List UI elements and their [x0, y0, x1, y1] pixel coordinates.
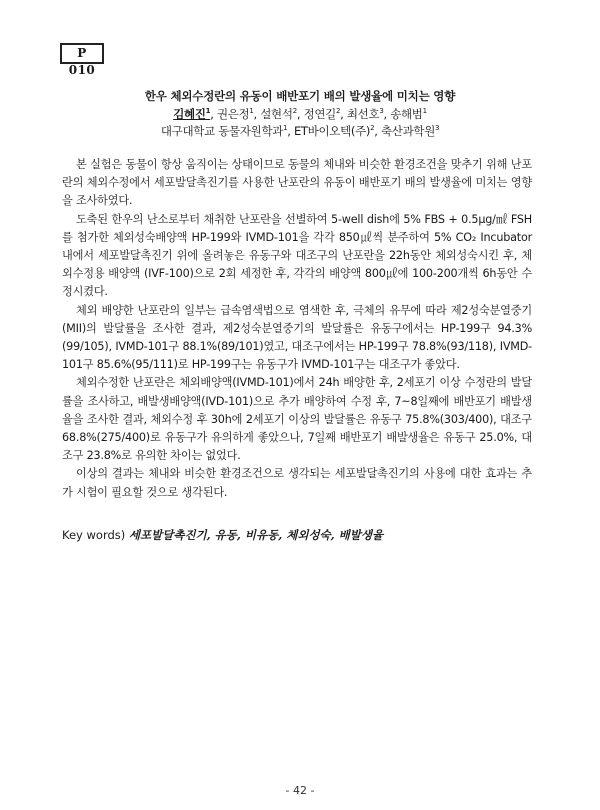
- body-paragraph: 본 실험은 동물이 항상 움직이는 상태이므로 동물의 체내와 비슷한 환경조건을 맞추기 위해 난포란의 체외수정에서 세포발달촉진기를 사용한 난포란의 유동이 배반포기 배의 발생율에 미치는 영향을 조사하였다.: [62, 158, 532, 208]
- page-number: - 42 -: [285, 784, 315, 797]
- keywords-list: 세포발달촉진기, 유동, 비유동, 체외성숙, 배발생율: [128, 528, 384, 542]
- affiliation: ET바이오텍(주)$^2$: [293, 124, 375, 138]
- abstract-body: [62, 156, 532, 502]
- affiliation: 축산과학원$^3$: [380, 124, 440, 138]
- author-name: 송해범$^1$: [390, 107, 427, 121]
- affiliation-list: 대구대학교 동물자원학과$^1$, ET바이오텍(주)$^2$, 축산과학원$^3$: [160, 124, 440, 138]
- keywords-line: [62, 527, 532, 543]
- body-paragraph: 이상의 결과는 체내와 비슷한 환경조건으로 생각되는 세포발달촉진기의 사용에 대한 효과는 추가 시험이 필요할 것으로 생각된다.: [62, 467, 532, 499]
- author-name: 설현석$^2$: [260, 107, 297, 121]
- body-paragraph: 도축된 한우의 난소로부터 채취한 난포란을 선별하여 5-well dish에 5% FBS + 0.5μg/㎖ FSH를 첨가한 체외성숙배양액 HP-199와 IVMD-101을 각각 850㎕씩 분주하여 5% CO₂ Incubator 내에서 세포발달촉진기 위에 올려놓은 유동구와 대조구의 난포란을 22h동안 체외성숙시킨 후, 체외수정용 배양액 (IVF-100)으로 2회 세정한 후, 각각의 배양액 800㎕에 100-200개씩 6h동안 수정시켰다.: [62, 212, 532, 299]
- author-list: 김혜진$^1$, 권은정$^1$, 설현석$^2$, 정연길$^2$, 최선호$^3$, 송해범$^1$: [173, 107, 427, 121]
- author-name: 권은정$^1$: [216, 107, 254, 121]
- abstract-code-box: P 010: [60, 43, 104, 64]
- abstract-title: 한우 체외수정란의 유동이 배반포기 배의 발생율에 미치는 영향: [144, 89, 456, 103]
- author-name: 최선호$^3$: [346, 107, 384, 121]
- author-name: 정연길$^2$: [303, 107, 341, 121]
- body-paragraph: 체외수정한 난포란은 체외배양액(IVMD-101)에서 24h 배양한 후, 2세포기 이상 수정란의 발달률을 조사하고, 배발생배양액(IVD-101)으로 추가 배양하여 수정 후, 7~8일째에 배반포기 배발생율을 조사한 결과, 체외수정 후 30h에 2세포기 이상의 발달률은 유동구 75.8%(303/400), 대조구 68.8%(275/400)로 유동구가 유의하게 좋았으나, 7일째 배반포기 배발생율은 유동구 25.0%, 대조구 23.8%로 유의한 차이는 없었다.: [62, 376, 532, 463]
- body-paragraph: 체외 배양한 난포란의 일부는 급속염색법으로 염색한 후, 극체의 유무에 따라 제2성숙분열중기(MII)의 발달률을 조사한 결과, 제2성숙분열중기의 발달률은 유동구에서는 HP-199구 94.3%(99/105), IVMD-101구 88.1%(89/101)였고, 대조구에서는 HP-199구 78.8%(93/118), IVMD-101구 85.6%(95/111)로 HP-199구는 유동구가 IVMD-101구는 대조구가 좋았다.: [62, 303, 532, 372]
- affiliation: 대구대학교 동물자원학과$^1$: [160, 124, 288, 138]
- keywords-label: Key words): [62, 528, 126, 542]
- author-name: 김혜진$^1$: [173, 107, 211, 121]
